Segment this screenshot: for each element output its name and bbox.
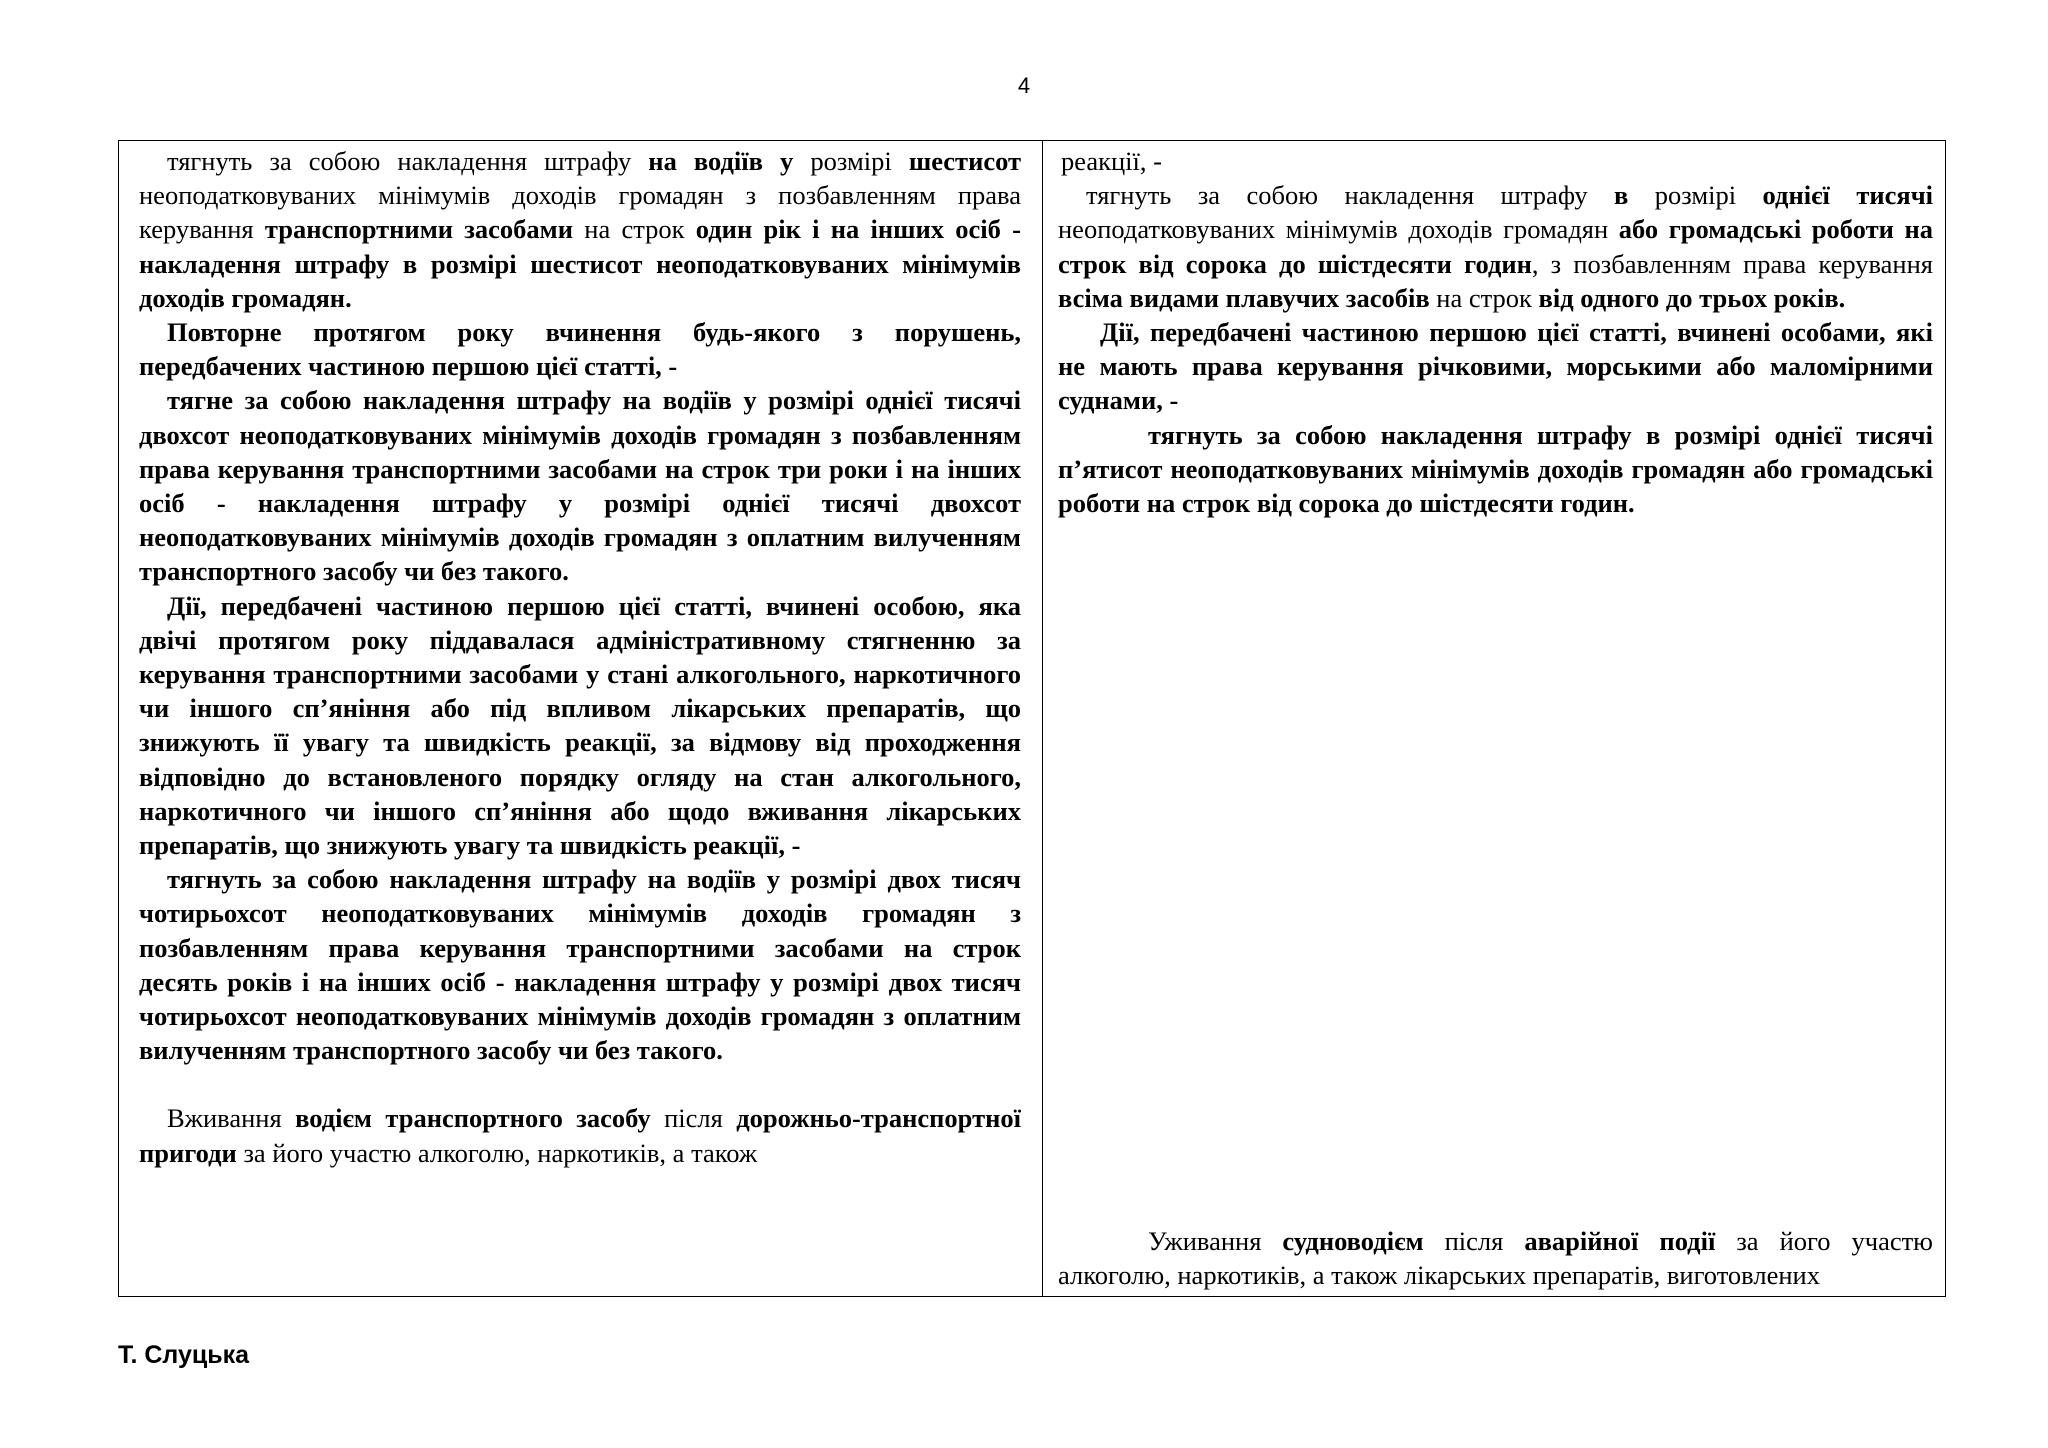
left-paragraph-1: [139, 141, 1021, 315]
right-paragraph-2: [1058, 178, 1933, 315]
right-paragraph-4: [1058, 418, 1933, 521]
text-run: за його участю алкоголю, наркотиків, а також лікарських препаратів, виготовлених: [1058, 1226, 1933, 1291]
bold-text-run: дорожньо-транспортної пригоди: [139, 1103, 1021, 1168]
right-paragraph-5: [1058, 1224, 1933, 1292]
bold-text-run: шестисот: [908, 146, 1022, 176]
bold-text-run: або громадські роботи на строк від сорока до шістдесяти годин: [1058, 214, 1933, 279]
text-run: на строк: [573, 214, 696, 245]
bold-text-run: в: [1614, 180, 1629, 211]
bold-text-run: тягнуть за собою накладення штрафу на водіїв у розмірі двох тисяч чотирьохсот неоподатковуваних мінімумів доходів громадян з позбавленням права керування транспортними засобами на строк десять років і на інших осіб - накладення штрафу у розмірі двох тисяч чотирьохсот неоподатковуваних мінімумів доходів громадян з оплатним вилученням транспортного засобу чи без такого.: [139, 864, 1021, 1066]
bold-text-run: на водіїв у: [648, 146, 794, 176]
bold-text-run: однієї тисячі: [1762, 180, 1934, 211]
bold-text-run: один рік і на інших осіб - накладення штрафу в розмірі шестисот неоподатковуваних мінімумів доходів громадян.: [139, 214, 1021, 313]
bold-text-run: транспортними засобами: [264, 214, 574, 245]
bold-text-run: аварійної події: [1524, 1226, 1716, 1256]
bold-text-run: судноводієм: [1282, 1226, 1424, 1256]
text-run: після: [650, 1103, 737, 1134]
bold-text-run: всіма видами плавучих засобів: [1058, 282, 1430, 313]
right-column: [1043, 141, 1945, 1296]
text-run: тягнуть за собою накладення штрафу: [167, 146, 649, 176]
text-run: Вживання: [167, 1103, 296, 1134]
comparison-table: [118, 140, 1946, 1297]
text-run: , з позбавленням права керування: [1531, 248, 1933, 279]
left-column: [119, 141, 1043, 1296]
bold-text-run: від одного до трьох років.: [1538, 282, 1846, 313]
bold-text-run: Дії, передбачені частиною першою цієї статті, вчинені особами, які не мають права керування річковими, морськими або маломірними суднами, -: [1058, 317, 1933, 416]
bold-text-run: Дії, передбачені частиною першою цієї статті, вчинені особою, яка двічі протягом року піддавалася адміністративному стягненню за керування транспортними засобами у стані алкогольного, наркотичного чи іншого сп’яніння або під впливом лікарських препаратів, що знижують її увагу та швидкість реакції, за відмову від проходження відповідно до встановленого порядку огляду на стан алкогольного, наркотичного чи іншого сп’яніння або щодо вживання лікарських препаратів, що знижують увагу та швидкість реакції, -: [139, 590, 1021, 861]
bold-text-run: тягне за собою накладення штрафу на водіїв у розмірі однієї тисячі двохсот неоподатковуваних мінімумів доходів громадян з позбавленням права керування транспортними засобами на строк три роки і на інших осіб - накладення штрафу у розмірі однієї тисячі двохсот неоподатковуваних мінімумів доходів громадян з оплатним вилученням транспортного засобу чи без такого.: [139, 385, 1021, 587]
left-paragraph-2: [139, 315, 1021, 383]
text-run: за його участю алкоголю, наркотиків, а також: [236, 1137, 758, 1168]
text-run: розмірі: [793, 146, 909, 176]
page-number: 4: [1017, 73, 1031, 98]
text-run: неоподатковуваних мінімумів доходів громадян з позбавленням права керування: [139, 180, 1021, 245]
left-paragraph-4: [139, 589, 1021, 863]
bold-text-run: тягнуть за собою накладення штрафу в розмірі однієї тисячі п’ятисот неоподатковуваних мінімумів доходів громадян або громадські роботи на строк від сорока до шістдесяти годин.: [1058, 419, 1933, 519]
text-run: на строк: [1429, 282, 1539, 313]
left-paragraph-6: [139, 1101, 1021, 1169]
text-run: розмірі: [1628, 180, 1763, 211]
left-paragraph-5: [139, 862, 1021, 1067]
text-run: Уживання: [1148, 1226, 1283, 1256]
text-run: після: [1423, 1226, 1525, 1256]
bold-text-run: Повторне протягом року вчинення будь-якого з порушень, передбачених частиною першою цієї статті, -: [139, 317, 1021, 382]
left-paragraph-3: [139, 383, 1021, 588]
bold-text-run: водієм транспортного засобу: [295, 1103, 651, 1134]
signature: Т. Слуцька: [118, 1341, 250, 1369]
text-run: тягнуть за собою накладення штрафу: [1086, 180, 1615, 211]
text-run: неоподатковуваних мінімумів доходів громадян: [1058, 214, 1619, 245]
right-paragraph-3: [1058, 315, 1933, 418]
text-run: реакції, -: [1061, 146, 1162, 176]
right-paragraph-1: [1058, 141, 1933, 178]
